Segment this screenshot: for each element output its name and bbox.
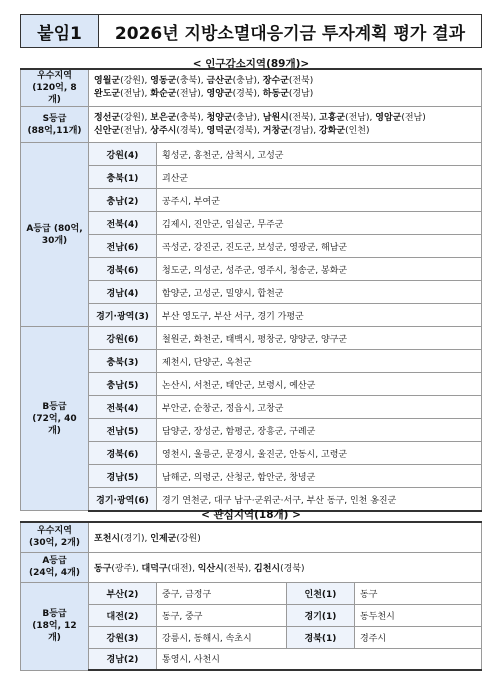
interest-excellent-list: 포천시(경기), 인제군(강원) [89, 522, 482, 552]
b-grade-row [21, 419, 482, 442]
a-grade-row [21, 258, 482, 281]
document-header [20, 14, 482, 48]
a-grade-row [21, 166, 482, 189]
document-title: 2026년 지방소멸대응기금 투자계획 평가 결과 [114, 23, 466, 44]
interest-b-list: 경주시 [355, 626, 482, 648]
a-grade-row [21, 304, 482, 327]
population-decline-table [20, 68, 482, 512]
interest-excellent-label: 우수지역 (30억, 2개) [21, 522, 89, 552]
a-grade-list: 부산 영도구, 부산 서구, 경기 가평군 [157, 304, 482, 327]
interest-b-grade-row [21, 626, 482, 648]
a-grade-region: 전북(4) [89, 212, 157, 235]
b-grade-row [21, 465, 482, 488]
interest-area-table [20, 521, 482, 671]
b-grade-row [21, 373, 482, 396]
interest-b-grade-label: B등급 (18억, 12개) [21, 582, 89, 670]
b-grade-row [21, 327, 482, 350]
interest-a-grade-list: 동구(광주), 대덕구(대전), 익산시(전북), 김천시(경북) [89, 552, 482, 582]
interest-b-region: 부산(2) [89, 582, 157, 604]
excellent-label: 우수지역 (120억, 8개) [21, 69, 89, 107]
section-population-decline-title: < 인구감소지역(89개)> [192, 58, 310, 70]
a-grade-row [21, 189, 482, 212]
b-grade-list: 경기 연천군, 대구 남구·군위군·서구, 부산 동구, 인천 옹진군 [157, 488, 482, 511]
a-grade-list: 횡성군, 홍천군, 삼척시, 고성군 [157, 143, 482, 166]
a-grade-region: 경남(4) [89, 281, 157, 304]
interest-excellent-row [21, 522, 482, 552]
b-grade-region: 전북(4) [89, 396, 157, 419]
b-grade-list: 철원군, 화천군, 태백시, 평창군, 양양군, 양구군 [157, 327, 482, 350]
interest-b-region: 경남(2) [89, 648, 157, 670]
interest-a-grade-label: A등급 (24억, 4개) [21, 552, 89, 582]
b-grade-region: 충남(5) [89, 373, 157, 396]
a-grade-list: 괴산군 [157, 166, 482, 189]
b-grade-row [21, 350, 482, 373]
a-grade-row [21, 143, 482, 166]
a-grade-region: 충남(2) [89, 189, 157, 212]
a-grade-region: 충북(1) [89, 166, 157, 189]
b-grade-list: 제천시, 단양군, 옥천군 [157, 350, 482, 373]
b-grade-list: 영천시, 울릉군, 문경시, 울진군, 안동시, 고령군 [157, 442, 482, 465]
b-grade-region: 경기·광역(6) [89, 488, 157, 511]
interest-b-region: 경기(1) [287, 604, 355, 626]
a-grade-row [21, 235, 482, 258]
a-grade-row [21, 281, 482, 304]
b-grade-row [21, 396, 482, 419]
interest-b-grade-row [21, 648, 482, 670]
interest-b-region: 경북(1) [287, 626, 355, 648]
interest-b-list: 통영시, 사천시 [157, 648, 482, 670]
interest-b-region: 대전(2) [89, 604, 157, 626]
interest-b-list: 강릉시, 동해시, 속초시 [157, 626, 287, 648]
b-grade-list: 담양군, 장성군, 함평군, 장흥군, 구례군 [157, 419, 482, 442]
a-grade-list: 함양군, 고성군, 밀양시, 합천군 [157, 281, 482, 304]
b-grade-region: 충북(3) [89, 350, 157, 373]
interest-b-grade-row [21, 582, 482, 604]
a-grade-list: 공주시, 부여군 [157, 189, 482, 212]
section-interest-area-title: < 관심지역(18개) > [201, 509, 301, 521]
excellent-row [21, 69, 482, 107]
b-grade-row [21, 442, 482, 465]
interest-b-region: 강원(3) [89, 626, 157, 648]
excellent-list: 영월군(강원), 영동군(충북), 금산군(충남), 장수군(전북) 완도군(전남), 화순군(전남), 영양군(경북), 하동군(경남) [89, 69, 482, 107]
a-grade-row [21, 212, 482, 235]
attachment-badge: 붙임1 [21, 15, 99, 47]
interest-a-grade-row [21, 552, 482, 582]
a-grade-label: A등급 (80억, 30개) [21, 143, 89, 327]
interest-b-region: 인천(1) [287, 582, 355, 604]
a-grade-region: 경북(6) [89, 258, 157, 281]
s-grade-row [21, 107, 482, 143]
interest-b-list: 동구, 중구 [157, 604, 287, 626]
b-grade-list: 남해군, 의령군, 산청군, 함안군, 창녕군 [157, 465, 482, 488]
b-grade-region: 경북(6) [89, 442, 157, 465]
b-grade-region: 경남(5) [89, 465, 157, 488]
a-grade-region: 전남(6) [89, 235, 157, 258]
b-grade-label: B등급 (72억, 40개) [21, 327, 89, 511]
s-grade-label: S등급 (88억,11개) [21, 107, 89, 143]
interest-b-list: 동두천시 [355, 604, 482, 626]
a-grade-list: 청도군, 의성군, 성주군, 영주시, 청송군, 봉화군 [157, 258, 482, 281]
a-grade-region: 강원(4) [89, 143, 157, 166]
a-grade-list: 김제시, 진안군, 임실군, 무주군 [157, 212, 482, 235]
b-grade-region: 전남(5) [89, 419, 157, 442]
b-grade-list: 부안군, 순창군, 정읍시, 고창군 [157, 396, 482, 419]
s-grade-list: 정선군(강원), 보은군(충북), 청양군(충남), 남원시(전북), 고흥군(전남), 영암군(전남) 신안군(전남), 상주시(경북), 영덕군(경북), 거창군(경남), 강화군(인천) [89, 107, 482, 143]
b-grade-list: 논산시, 서천군, 태안군, 보령시, 예산군 [157, 373, 482, 396]
a-grade-region: 경기·광역(3) [89, 304, 157, 327]
interest-b-grade-row [21, 604, 482, 626]
a-grade-list: 곡성군, 강진군, 진도군, 보성군, 영광군, 해남군 [157, 235, 482, 258]
b-grade-region: 강원(6) [89, 327, 157, 350]
interest-b-list: 중구, 금정구 [157, 582, 287, 604]
interest-b-list: 동구 [355, 582, 482, 604]
